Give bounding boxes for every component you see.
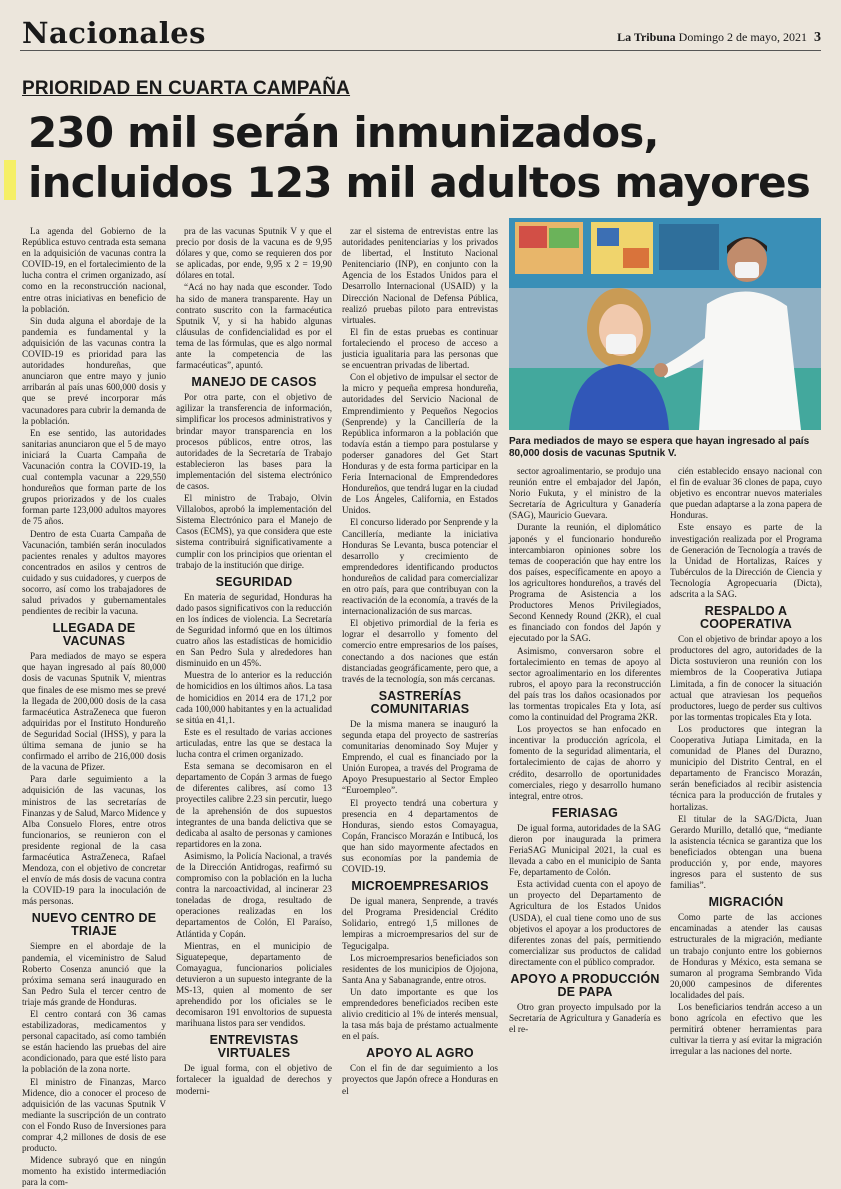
paragraph: De igual manera, Senprende, a través del Programa Presidencial Crédito Solidario, entregó 1,5 millones de lempiras a microempresarios del sur de Tegucigalpa. — [342, 896, 498, 951]
masthead-line — [617, 30, 821, 46]
paragraph: Esta semana se decomisaron en el departamento de Copán 3 armas de fuego de diferentes calibres, así como 13 proyectiles calibre 2.23 sin percutir, luego de la aprehensión de dos supuestos integrantes de una banda delictiva que se dedicaba al asalto de personas y camiones repartidores en la zona. — [176, 761, 332, 849]
paragraph: Como parte de las acciones encaminadas a atender las causas estructurales de la migración, mediante un trabajo conjunto entre los gobiernos de Honduras y México, esta semana se sumaron al programa Sembrando Vida 20,000 campesinos de diferentes localidades del país. — [670, 912, 822, 1000]
photo-caption: Para mediados de mayo se espera que hayan ingresado al país 80,000 dosis de vacunas Sputnik V. — [509, 436, 810, 459]
subheading: SASTRERÍAS COMUNITARIAS — [370, 688, 470, 716]
paragraph: cién establecido ensayo nacional con el fin de evaluar 36 clones de papa, cuyo objetivo es encontrar nuevos materiales que puedan adaptarse a la zona papera de Honduras. — [670, 466, 822, 521]
subheading: SEGURIDAD — [215, 574, 293, 589]
header-rule — [20, 50, 821, 51]
paragraph: Los productores que integran la Cooperativa Jutiapa Limitada, en la comunidad de Planes del Durazno, municipio del Distrito Central, en el departamento de Francisco Morazán, serán beneficiados al recibir asistencia técnica para la producción de frutales y hortalizas. — [670, 723, 822, 812]
article-column-1 — [22, 226, 166, 1188]
paragraph: Esta actividad cuenta con el apoyo de un proyecto del Departamento de Agricultura de los Estados Unidos (USDA), el cual tiene como uno de sus objetivos el apoyar a los productores de diferentes zonas del país, permitiendo comercializar sus productos de calidad directamente con el público comprador. — [509, 879, 661, 967]
headline-line-1: 230 mil serán inmunizados, — [28, 108, 659, 157]
paragraph: El fin de estas pruebas es continuar fortaleciendo el proceso de acceso a justicia igualitaria para las personas que se encuentran privadas de libertad. — [342, 326, 498, 371]
paragraph: Este ensayo es parte de la investigación realizada por el Programa de Generación de Tecnología a través de la Unidad de Hortalizas, Raíces y Tubérculos de la Dirección de Ciencia y Tecnología Agropecuaria (Dicta), adscrita a la SAG. — [670, 522, 822, 600]
subheading: RESPALDO A COOPERATIVA — [699, 604, 793, 632]
paper-name: La Tribuna — [617, 30, 676, 44]
paragraph: De igual forma, autoridades de la SAG dieron por inaugurada la primera FeriaSAG Municipal 2021, la cual es llevada a cabo en el municipio de Santa Fe, departamento de Colón. — [509, 822, 661, 878]
paragraph: El concurso liderado por Senprende y la Cancillería, mediante la iniciativa Honduras Se Levanta, busca potenciar el desarrollo y crecimiento de emprendedores identificando productos hondureños de calidad para comercializar en otro país, para que contribuyan con la reactivación de la economía, a través de la internacionalización de sus marcas. — [342, 517, 498, 617]
subheading: APOYO A PRODUCCIÓN DE PAPA — [510, 972, 660, 1000]
paragraph: “Acá no hay nada que esconder. Todo ha sido de manera transparente. Hay un contrato suscrito con la farmacéutica Sputnik V, y si ha habido algunas cláusulas de confidencialidad es por el tema de las fórmulas, que es algo normal ante la competencia de las farmacéuticas”, apuntó. — [176, 282, 332, 371]
page-number: 3 — [814, 30, 821, 45]
paragraph: El proyecto tendrá una cobertura y presencia en 4 departamentos de Honduras, siendo estos Comayagua, Copán, Francisco Morazán e Intibucá, los que han sido mayormente afectados en sus economías por la pandemia de COVID-19. — [342, 797, 498, 875]
subheading: NUEVO CENTRO DE TRIAJE — [31, 911, 157, 939]
paragraph: Durante la reunión, el diplomático japonés y el funcionario hondureño intercambiaron opiniones sobre los temas de cooperación que hay entre los dos países, específicamente en apoyo a los agricultores hondureños, a través del Programa de Asistencia a los Productores Menos Privilegiados, Second Kennedy Round (2KR), el cual es financiado con fondos del Japón y ejecutado por la SAG. — [509, 522, 661, 644]
highlighter-mark — [4, 160, 16, 200]
paragraph: Con el fin de dar seguimiento a los proyectos que Japón ofrece a Honduras en el — [342, 1063, 498, 1096]
paragraph: Con el objetivo de impulsar el sector de la micro y pequeña empresa hondureña, autoridades del Servicio Nacional de Emprendimiento y Pequeños Negocios (Senprende) y la Cancillería de la República informaron a la población que todavía están a tiempo para postularse y poderser ganadores del Get Start Honduras y de esta forma participar en la Feria Internacional de Emprendedores Hondureños, que tendrá lugar en la ciudad de Los Ángeles, California, en Estados Unidos. — [342, 372, 498, 516]
paragraph: Sin duda alguna el abordaje de la pandemia es fundamental y la adquisición de las vacunas contra la COVID-19 es prioridad para las autoridades hondureñas, que anunciaron que entre mayo y junio arribarán al país unas 600,000 dosis y que se prevé incorporar más vacunadores para cubrir la demanda de la población. — [22, 315, 166, 426]
section-title: Nacionales — [22, 16, 206, 50]
paragraph: zar el sistema de entrevistas entre las autoridades penitenciarias y los privados de libertad, el Instituto Nacional Penitenciario (INP), en conjunto con la Agencia de los Estados Unidos para el Desarrollo Internacional (USAID) y la Dirección Nacional de Defensa Pública, realizó pruebas piloto para entrevistas virtuales. — [342, 226, 498, 325]
article-column-4 — [509, 466, 661, 1035]
paragraph: Para mediados de mayo se espera que hayan ingresado al país 80,000 dosis de vacunas Sputnik V, mientras que finales de ese mismo mes se prevé la llegada de 200,000 dosis de la casa farmacéutica AstraZeneca que fueron adquiridas por el Instituto Hondureño de Seguridad Social (IHSS), y para la última semana de junio se ha confirmado el arribo de 216,000 dosis de la vacuna de Pfizer. — [22, 651, 166, 773]
paragraph: En ese sentido, las autoridades sanitarias anunciaron que el 5 de mayo iniciará la Cuarta Campaña de Vacunación contra la COVID-19, la cual contempla vacunar a 229,550 hondureños que forman parte de los grupos priorizados y de los cuales forman parte 123,000 adultos mayores de 75 años. — [22, 427, 166, 527]
paragraph: Mientras, en el municipio de Siguatepeque, departamento de Comayagua, funcionarios policiales detuvieron a un supuesto integrante de la MS-13, quien al momento de ser aprehendido por los oficiales se le decomisaron 191 envoltorios de supuesta marihuana listos para ser vendidos. — [176, 940, 332, 1029]
paragraph: De la misma manera se inauguró la segunda etapa del proyecto de sastrerías comunitarias denominado Soy Mujer y Emprendo, el cual es financiado por la Unión Europea, a través del Programa de Apoyo Presupuestario al Sector Empleo “Euroempleo”. — [342, 718, 498, 796]
paragraph: Los proyectos se han enfocado en incentivar la producción agrícola, el fomento de la seguridad alimentaria, el fortalecimiento de cajas de ahorro y crédito, desarrollo de oportunidades comerciales, riego y desarrollo humano integral, entre otros. — [509, 724, 661, 801]
article-column-3 — [342, 226, 498, 1096]
vaccination-photo — [509, 218, 821, 430]
paragraph: Asimismo, la Policía Nacional, a través de la Dirección Antidrogas, reafirmó su compromiso con la población en la lucha contra la narcoactividad, al incinerar 23 toneladas de droga, resultado de operaciones realizadas en los departamentos de Colón, El Paraíso, Atlántida y Copán. — [176, 850, 332, 939]
paragraph: Dentro de esta Cuarta Campaña de Vacunación, también serán inoculados pacientes renales y adultos mayores concentrados en asilos y centros de cuidado y sus cuidadores, y cuerpos de socorro, así como los trabajadores de salud privados y gubernamentales pendientes de recibir la vacuna. — [22, 528, 166, 617]
subheading: MICROEMPRESARIOS — [351, 879, 489, 894]
issue-date: Domingo 2 de mayo, 2021 — [678, 30, 807, 44]
paragraph: El objetivo primordial de la feria es lograr el desarrollo y fomento del comercio entre empresarios de los países, conectando a dos naciones que están distanciadas geográficamente, pero que, a través de la tecnología, son más cercanas. — [342, 618, 498, 684]
headline-line-2: incluidos 123 mil adultos mayores — [28, 158, 810, 207]
paragraph: Siempre en el abordaje de la pandemia, el viceministro de Salud Roberto Cosenza anunció que la próxima semana será inaugurado en San Pedro Sula el tercer centro de triaje más grande de Honduras. — [22, 941, 166, 1007]
subheading: LLEGADA DE VACUNAS — [52, 621, 136, 649]
paragraph: Midence subrayó que en ningún momento ha existido intermediación para la com- — [22, 1155, 166, 1188]
paragraph: El centro contará con 36 camas estabilizadoras, medicamentos y personal capacitado, así como también se están haciendo las pruebas del aire acondicionado, para que esté listo para la población de la zona norte. — [22, 1009, 166, 1075]
article-column-5 — [670, 466, 822, 1057]
paragraph: El ministro de Trabajo, Olvin Villalobos, aprobó la implementación del Sistema Electrónico para el Manejo de Casos (ECMS), ya que considera que este sistema contribuirá significativamente a cumplir con los principios que orientan el trabajo de la institución que dirige. — [176, 493, 332, 570]
paragraph: Para darle seguimiento a la adquisición de las vacunas, los ministros de las secretarías de Finanzas y de Salud, Marco Midence y Alba Consuelo Flores, entre otros funcionarios, se reunieron con el presidente regional de la casa farmacéutica AstraZeneca, Rafael Mendoza, con el objetivo de concretar el envío de más dosis de vacuna contra la COVID-19 para la inoculación de más personas. — [22, 774, 166, 907]
paragraph: Los beneficiarios tendrán acceso a un bono agrícola en efectivo que les permitirá obtener herramientas para cultivar la tierra y así evitar la migración irregular a las naciones del norte. — [670, 1002, 822, 1057]
paragraph: sector agroalimentario, se produjo una reunión entre el embajador del Japón, Norio Fukuta, y el ministro de la Secretaría de Agricultura y Ganadería (SAG), Mauricio Guevara. — [509, 466, 661, 521]
subheading: FERIASAG — [551, 805, 619, 820]
article-column-2 — [176, 226, 332, 1096]
paragraph: pra de las vacunas Sputnik V y que el precio por dosis de la vacuna es de 9,95 dólares y que, como se requieren dos por se aplicadas, por ende, 9,95 x 2 = 19,90 dólares en total. — [176, 226, 332, 281]
paragraph: Un dato importante es que los emprendedores beneficiados reciben este alivio crediticio al 1% de interés mensual, la tasa más baja de préstamo actualmente en el país. — [342, 986, 498, 1042]
paragraph: Asimismo, conversaron sobre el fortalecimiento en temas de apoyo al sector agroalimentario en los diferentes rubros, el apoyo para la reconstrucción del país tras los daños ocasionados por las tormentas tropicales Eta y Iota, así como la continuidad del Programa 2KR. — [509, 645, 661, 723]
paragraph: Otro gran proyecto impulsado por la Secretaría de Agricultura y Ganadería es el re- — [509, 1002, 661, 1035]
paragraph: El ministro de Finanzas, Marco Midence, dio a conocer el proceso de adquisición de las vacunas Sputnik V mediante la suscripción de un contrato con el Fondo Ruso de Inversiones para comprar 4,2 millones de dosis de ese producto. — [22, 1076, 166, 1154]
vaccination-photo-art — [509, 218, 821, 430]
subheading: MANEJO DE CASOS — [191, 375, 317, 390]
headline — [28, 108, 828, 208]
paragraph: En materia de seguridad, Honduras ha dado pasos significativos con la reducción en los índices de violencia. La Secretaría de Seguridad informó que en los últimos cuatro años las estadísticas de homicidio en San Pedro Sula y alrededores han disminuido en un 45%. — [176, 591, 332, 669]
paragraph: La agenda del Gobierno de la República estuvo centrada esta semana en la adquisición de vacunas contra la COVID-19, en el fortalecimiento de la lucha contra el crimen organizado, así como en la reconstrucción nacional, entre otras iniciativas en beneficio de la población. — [22, 226, 166, 314]
subheading: MIGRACIÓN — [708, 895, 784, 910]
paragraph: Este es el resultado de varias acciones articuladas, entre las que se destaca la lucha contra el crimen organizado. — [176, 726, 332, 760]
paragraph: De igual forma, con el objetivo de fortalecer la igualdad de derechos y moderni- — [176, 1063, 332, 1096]
paragraph: Muestra de lo anterior es la reducción de homicidios en los últimos años. La tasa de homicidios en 2014 era de 171,2 por cada 100,000 habitantes y en la actualidad se sitúa en 41,1. — [176, 670, 332, 725]
kicker: PRIORIDAD EN CUARTA CAMPAÑA — [22, 78, 351, 99]
subheading: ENTREVISTAS VIRTUALES — [209, 1033, 299, 1061]
paragraph: Los microempresarios beneficiados son residentes de los municipios de Ojojona, Santa Ana y Sabanagrande, entre otros. — [342, 952, 498, 985]
paragraph: El titular de la SAG/Dicta, Juan Gerardo Murillo, detalló que, “mediante la asistencia técnica se garantiza que los beneficiados obtengan una buena producción y, por ende, mayores ingresos para el sustento de sus familias”. — [670, 813, 822, 891]
paragraph: Con el objetivo de brindar apoyo a los productores del agro, autoridades de la Dicta sostuvieron una reunión con los miembros de la Cooperativa Jutiapa Limitada, a fin de conocer la situación actual que atraviesan los pequeños productores, luego de perder sus cultivos por las tormentas tropicales Eta y Iota. — [670, 634, 822, 722]
paragraph: Por otra parte, con el objetivo de agilizar la transferencia de información, simplificar los procesos administrativos y brindar mayor transparencia en los procesos públicos, entre otros, las autoridades de la Secretaría de Trabajo establecieron las bases para la implementación del sistema electrónico de casos. — [176, 392, 332, 491]
subheading: APOYO AL AGRO — [366, 1046, 474, 1061]
